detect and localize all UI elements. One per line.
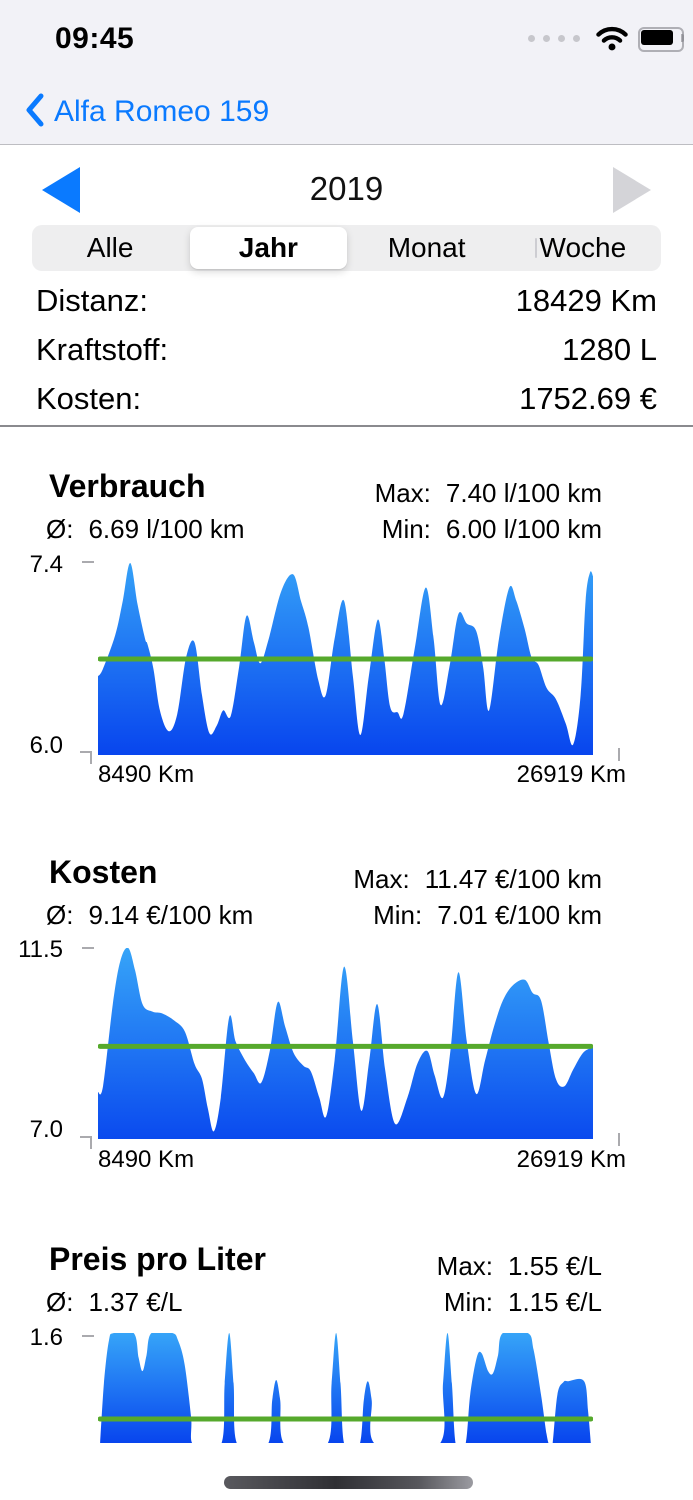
segment-woche[interactable]: Woche [539, 232, 627, 263]
x-axis-left-label: 8490 Km [98, 1146, 195, 1173]
chart-title-preis-pro-liter: Preis pro Liter [49, 1241, 266, 1277]
chart-max-line: Max: 7.40 l/100 km [374, 478, 602, 508]
x-axis-origin-tick [90, 1136, 92, 1149]
y-axis-max-label: 1.6 [29, 1324, 63, 1351]
preis-pro-liter-chart [98, 1333, 593, 1443]
x-axis-end-tick [618, 1133, 620, 1146]
stat-value: 1280 L [562, 332, 657, 367]
kosten-chart [98, 948, 593, 1150]
chart-max-line: Max: 1.55 €/L [436, 1251, 602, 1281]
summary-row-cost [0, 381, 693, 425]
segment-alle[interactable]: Alle [86, 232, 134, 263]
x-axis-origin-tick [90, 751, 92, 764]
status-time: 09:45 [55, 22, 135, 55]
period-selector [0, 164, 693, 216]
y-axis-max-label: 7.4 [29, 551, 63, 578]
y-axis-max-label: 11.5 [18, 936, 63, 963]
home-indicator[interactable] [224, 1476, 473, 1489]
x-axis-end-tick [618, 748, 620, 761]
period-value: 2019 [309, 170, 384, 207]
chart-title-verbrauch: Verbrauch [49, 468, 206, 504]
back-button-label: Alfa Romeo 159 [54, 95, 270, 128]
period-segmented-control [32, 225, 661, 271]
cellular-signal-icon [528, 33, 588, 43]
next-period-icon [613, 167, 653, 213]
section-divider [0, 425, 693, 427]
x-axis-right-label: 26919 Km [516, 1146, 626, 1173]
stat-label: Distanz: [36, 283, 148, 318]
y-axis-tick [82, 561, 94, 563]
chart-max-line: Max: 11.47 €/100 km [353, 864, 602, 894]
chart-avg-line: Ø: 1.37 €/L [46, 1287, 183, 1317]
summary-row-fuel [0, 332, 693, 376]
y-axis-tick [82, 1335, 94, 1337]
stat-value: 1752.69 € [519, 381, 657, 416]
stat-value: 18429 Km [515, 283, 657, 318]
stat-label: Kosten: [36, 381, 142, 416]
y-axis-min-label: 6.0 [29, 732, 63, 759]
next-period-button[interactable] [611, 166, 655, 214]
chart-min-line: Min: 6.00 l/100 km [381, 514, 602, 544]
segment-monat[interactable]: Monat [387, 232, 466, 263]
segment-jahr[interactable]: Jahr [190, 227, 346, 269]
chart-avg-line: Ø: 6.69 l/100 km [46, 514, 245, 544]
y-axis-min-label: 7.0 [29, 1116, 63, 1143]
chart-min-line: Min: 1.15 €/L [443, 1287, 602, 1317]
chart-min-line: Min: 7.01 €/100 km [373, 900, 602, 930]
battery-icon [638, 27, 684, 49]
verbrauch-chart [98, 556, 593, 755]
stat-label: Kraftstoff: [36, 332, 169, 367]
back-button[interactable] [24, 90, 269, 134]
y-axis-tick [82, 947, 94, 949]
chart-avg-line: Ø: 9.14 €/100 km [46, 900, 254, 930]
back-chevron-icon [24, 92, 46, 133]
summary-row-distance [0, 283, 693, 327]
wifi-icon [594, 25, 630, 56]
x-axis-right-label: 26919 Km [516, 761, 626, 788]
chart-title-kosten: Kosten [49, 854, 158, 890]
x-axis-left-label: 8490 Km [98, 761, 195, 788]
